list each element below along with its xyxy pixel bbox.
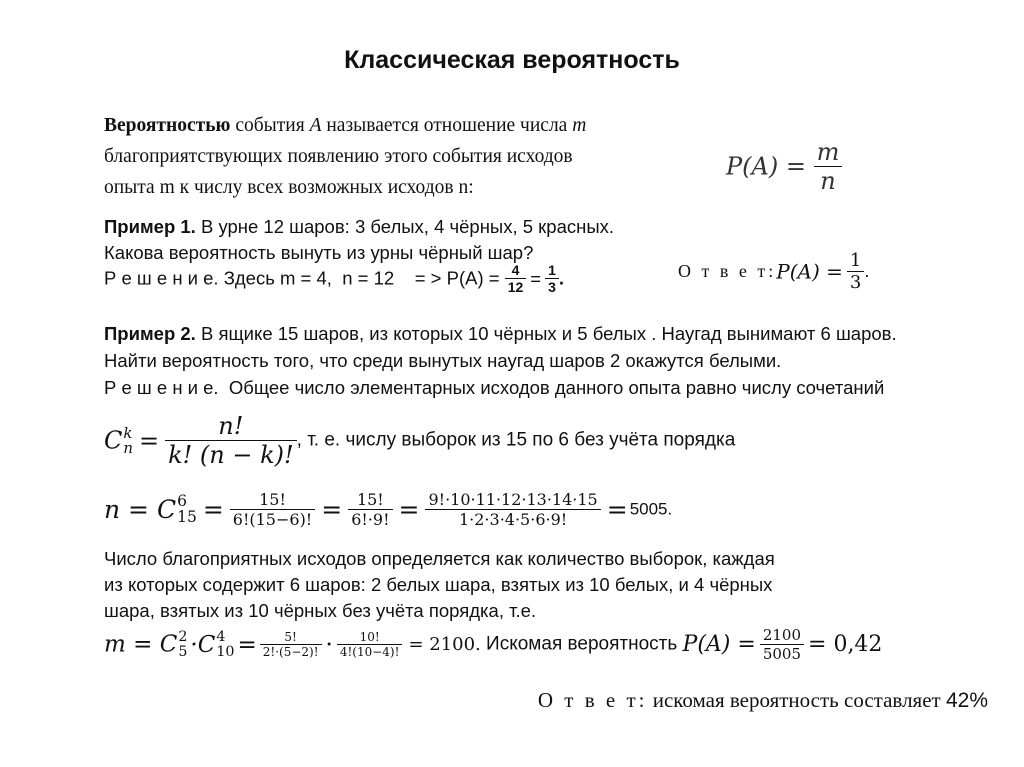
numerator: 9!·10·11·12·13·14·15: [428, 490, 598, 509]
example-1: [104, 214, 614, 266]
answer-fraction: [847, 250, 864, 293]
example-2-label: Пример 2.: [104, 323, 196, 344]
example-1-question: Какова вероятность вынуть из урны чёрный шар?: [104, 242, 534, 263]
fraction-1-3: [545, 262, 559, 295]
m-c2-indices: [216, 630, 234, 659]
final-answer-percent: 42%: [945, 689, 988, 712]
equals-sign: =: [606, 495, 628, 524]
numerator: 10!: [359, 630, 380, 644]
sup: 4: [216, 629, 226, 646]
period: .: [864, 261, 870, 281]
example-2-question: Найти вероятность того, что среди вынутых наугад шаров 2 окажутся белыми.: [104, 350, 782, 371]
denominator: k! (n − k)!: [165, 440, 297, 469]
favourable-line-2: из которых содержит 6 шаров: 2 белых шара, взятых из 10 белых, и 4 чёрных: [104, 574, 773, 595]
m-fraction-1: [260, 630, 322, 659]
period: .: [558, 267, 565, 289]
numerator: 5!: [284, 630, 297, 644]
comb-n: n: [123, 438, 133, 457]
formula-numerator: m: [816, 138, 840, 166]
favourable-line-1: Число благоприятных исходов определяется как количество выборок, каждая: [104, 548, 775, 569]
favourable-line-3: шара, взятых из 10 чёрных без учёта порядка, т.е.: [104, 600, 537, 621]
solution-label: Р е ш е н и е.: [104, 267, 219, 289]
equals-sign: =: [398, 495, 420, 524]
p-lhs: P(A) =: [682, 632, 756, 657]
m-formula: [104, 626, 882, 663]
denominator: 4!(10−4)!: [337, 644, 403, 659]
solution-text: Здесь m = 4, n = 12 = > P(A) =: [218, 267, 505, 289]
page-title: Классическая вероятность: [344, 46, 680, 74]
equals-sign: =: [202, 495, 224, 524]
n-sub: 15: [177, 507, 197, 526]
numerator: 1: [849, 250, 862, 271]
denominator: 6!(15−6)!: [230, 509, 315, 529]
combination-formula: [104, 412, 735, 469]
n-result: 5005.: [629, 499, 673, 519]
final-answer: [538, 688, 988, 713]
denominator: 3: [545, 278, 559, 295]
formula-lhs: P(A) =: [726, 152, 806, 181]
n-fraction-2: [348, 490, 392, 529]
equals-sign: =: [237, 631, 257, 658]
comb-explanation: , т. е. числу выборок из 15 по 6 без учёта порядка: [296, 429, 736, 451]
definition-block: [104, 110, 586, 203]
numerator: 15!: [356, 490, 384, 509]
answer-lhs: P(A) =: [776, 259, 843, 284]
definition-term: Вероятностью: [104, 115, 231, 136]
numerator: 1: [548, 262, 556, 278]
comb-fraction: [165, 412, 297, 469]
equals-sign: =: [138, 426, 160, 455]
comb-k: k: [123, 423, 133, 442]
var-a: A: [309, 115, 322, 136]
p-result: = 0,42: [808, 632, 883, 657]
solution-text: Общее число элементарных исходов данного опыта равно числу сочетаний: [218, 377, 885, 398]
m-dot: ·C: [190, 631, 216, 658]
example-1-answer: [678, 250, 869, 293]
definition-line-2: благоприятствующих появлению этого события исходов: [104, 146, 573, 167]
example-1-text: В урне 12 шаров: 3 белых, 4 чёрных, 5 красных.: [195, 216, 615, 237]
dot-sign: ·: [325, 631, 333, 658]
n-sup: 6: [177, 492, 187, 510]
denominator: 1·2·3·4·5·6·9!: [425, 509, 600, 529]
m-lhs: m = C: [104, 631, 178, 658]
comb-indices: [123, 423, 133, 457]
formula-fraction: [814, 138, 843, 195]
sub: 10: [216, 643, 235, 660]
comb-c: C: [104, 426, 123, 455]
final-answer-text: искомая вероятность составляет: [647, 688, 946, 712]
denominator: 6!·9!: [348, 509, 392, 529]
denominator: 12: [505, 278, 527, 295]
definition-line-1: [104, 110, 586, 141]
denominator: 2!·(5−2)!: [260, 644, 322, 659]
equals-sign: =: [321, 495, 343, 524]
example-1-solution: [104, 262, 564, 295]
definition-text: называется отношение числа: [321, 115, 573, 136]
sub: 5: [178, 643, 188, 660]
n-lhs: n = C: [104, 495, 177, 524]
p-fraction: [760, 626, 804, 663]
answer-label: О т в е т:: [678, 261, 777, 281]
favourable-text: [104, 546, 775, 624]
example-1-label: Пример 1.: [104, 216, 196, 237]
example-2-text: В ящике 15 шаров, из которых 10 чёрных и 5 белых . Наугад вынимают 6 шаров.: [195, 323, 897, 344]
definition-text: события: [230, 115, 310, 136]
fraction-4-12: [505, 262, 527, 295]
numerator: 2100: [762, 626, 802, 644]
var-m: m: [572, 115, 587, 136]
sup: 2: [178, 629, 188, 646]
solution-label: Р е ш е н и е.: [104, 377, 219, 398]
numerator: n!: [218, 412, 244, 440]
formula-denominator: n: [814, 166, 843, 195]
desired-probability-label: Искомая вероятность: [480, 633, 683, 655]
example-2: [104, 320, 897, 401]
m-result: = 2100.: [408, 634, 481, 655]
n-fraction-1: [230, 490, 315, 529]
numerator: 4: [511, 262, 520, 278]
probability-formula: [726, 138, 842, 195]
n-indices: [177, 494, 197, 525]
n-fraction-3: [425, 490, 600, 529]
n-formula: [104, 490, 672, 529]
final-answer-label: О т в е т:: [537, 688, 648, 712]
denominator: 3: [847, 271, 864, 293]
equals-sign: =: [530, 267, 542, 289]
numerator: 15!: [259, 490, 286, 509]
m-fraction-2: [337, 630, 403, 659]
denominator: 5005: [760, 644, 804, 663]
definition-line-3: опыта m к числу всех возможных исходов n:: [104, 177, 474, 198]
